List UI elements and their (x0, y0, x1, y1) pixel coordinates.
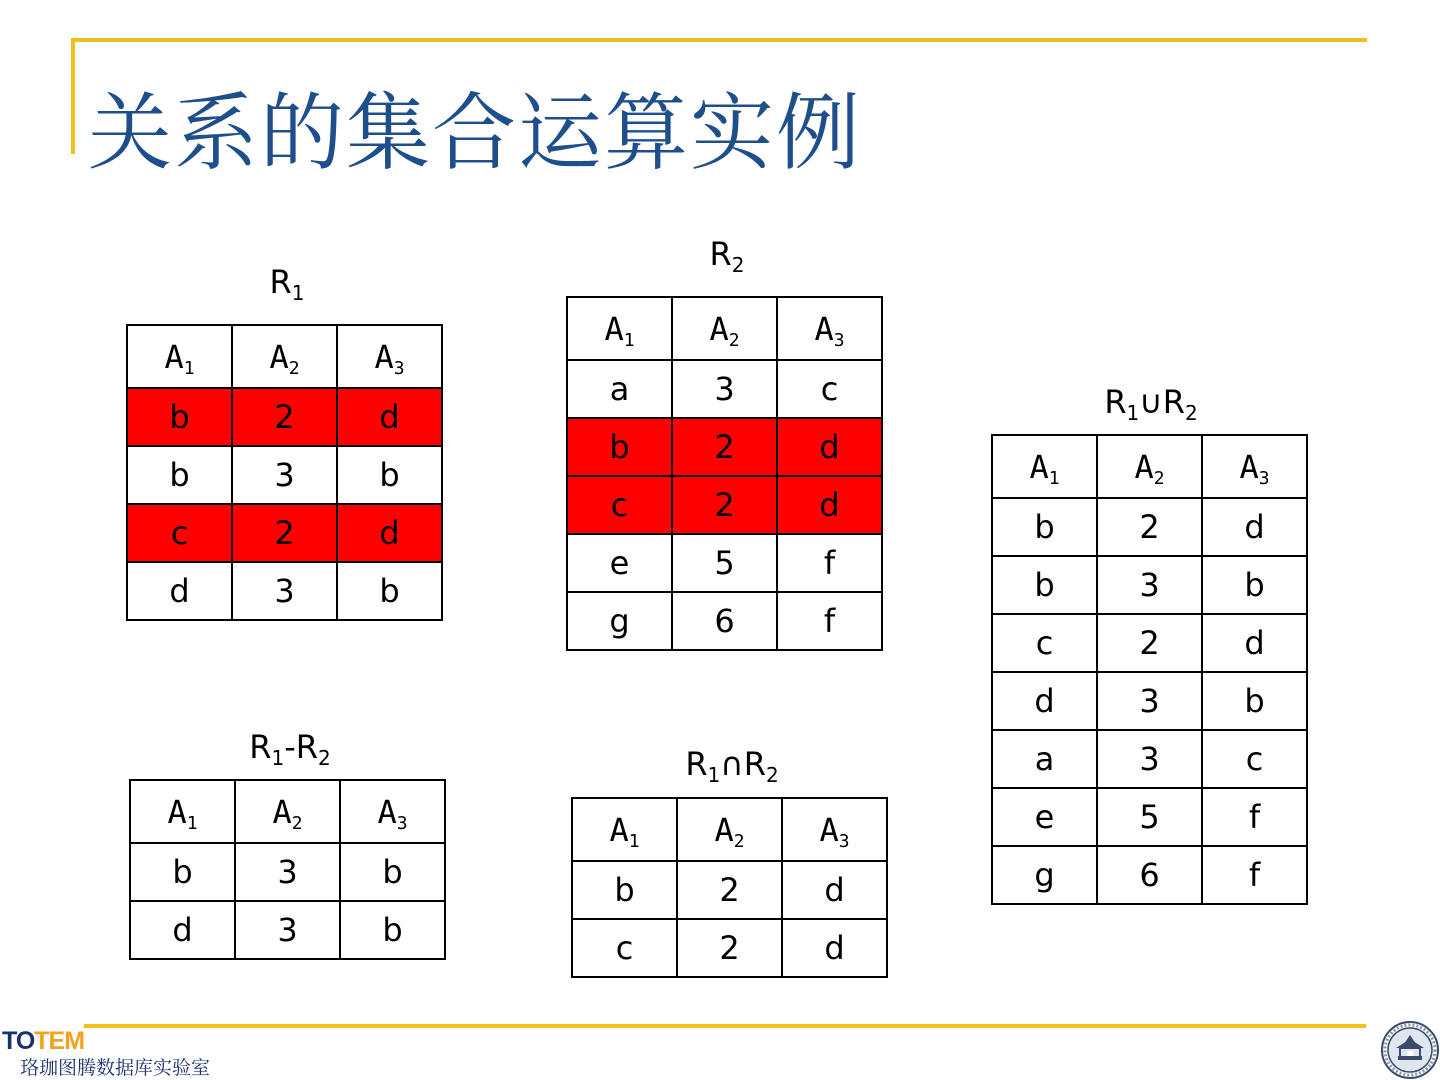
header-row (992, 435, 1307, 498)
table-cell: 5 (1097, 788, 1202, 846)
table-cell: b (337, 562, 442, 620)
r1-table (126, 324, 443, 621)
r1-caption: $R_1$ (269, 263, 305, 305)
table-row (567, 360, 882, 418)
table-cell: d (992, 672, 1097, 730)
table-row (992, 614, 1307, 672)
table-cell: d (782, 919, 887, 977)
totem-logo (0, 1026, 220, 1080)
table-cell: b (992, 498, 1097, 556)
table-cell: 5 (672, 534, 777, 592)
table-row (567, 534, 882, 592)
table-cell: c (777, 360, 882, 418)
slide-title: 关系的集合运算实例 (88, 84, 863, 182)
table-row (992, 730, 1307, 788)
table-cell: b (340, 843, 445, 901)
column-header: $A_3$ (777, 297, 882, 360)
table-row (130, 901, 445, 959)
difference-caption: $R_1-R_2$ (249, 728, 331, 770)
top-accent-rule (71, 38, 1367, 42)
table-cell: b (1202, 556, 1307, 614)
header-row (130, 780, 445, 843)
table-cell: c (572, 919, 677, 977)
intersection-table (571, 797, 888, 978)
union-caption: $R_1\cup R_2$ (1104, 383, 1198, 425)
table-cell: a (992, 730, 1097, 788)
table-cell: 2 (677, 861, 782, 919)
table-row (127, 562, 442, 620)
table-cell: g (567, 592, 672, 650)
column-header: $A_3$ (782, 798, 887, 861)
university-seal-icon (1380, 1020, 1440, 1080)
intersection-caption: $R_1\cap R_2$ (685, 745, 779, 787)
table-cell: g (992, 846, 1097, 904)
table-cell: d (1202, 614, 1307, 672)
table-row (127, 446, 442, 504)
difference-table (129, 779, 446, 960)
table-cell: c (1202, 730, 1307, 788)
table-cell: 2 (672, 418, 777, 476)
table-row (127, 504, 442, 562)
table-row (992, 788, 1307, 846)
column-header: $A_2$ (677, 798, 782, 861)
table-cell: 6 (1097, 846, 1202, 904)
table-cell: d (130, 901, 235, 959)
column-header: $A_1$ (127, 325, 232, 388)
table-cell: b (567, 418, 672, 476)
table-cell: 2 (1097, 614, 1202, 672)
table-cell: b (1202, 672, 1307, 730)
table-cell: b (130, 843, 235, 901)
table-cell: b (340, 901, 445, 959)
column-header: $A_1$ (992, 435, 1097, 498)
table-cell: d (337, 504, 442, 562)
table-cell: 3 (232, 446, 337, 504)
r2-caption: $R_2$ (709, 235, 745, 277)
table-cell: f (777, 592, 882, 650)
column-header: $A_3$ (1202, 435, 1307, 498)
table-row (992, 846, 1307, 904)
header-row (572, 798, 887, 861)
table-cell: d (127, 562, 232, 620)
table-cell: d (1202, 498, 1307, 556)
table-cell: b (127, 446, 232, 504)
table-cell: 3 (1097, 672, 1202, 730)
column-header: $A_3$ (337, 325, 442, 388)
table-cell: 3 (235, 843, 340, 901)
table-row (992, 556, 1307, 614)
table-cell: d (777, 418, 882, 476)
column-header: $A_1$ (567, 297, 672, 360)
table-row (567, 476, 882, 534)
table-cell: 2 (672, 476, 777, 534)
table-cell: d (777, 476, 882, 534)
table-row (572, 861, 887, 919)
left-accent-rule (71, 38, 75, 154)
table-cell: 3 (1097, 730, 1202, 788)
table-cell: c (127, 504, 232, 562)
table-cell: b (337, 446, 442, 504)
header-row (567, 297, 882, 360)
table-cell: f (777, 534, 882, 592)
table-row (130, 843, 445, 901)
table-cell: b (572, 861, 677, 919)
table-cell: 3 (235, 901, 340, 959)
column-header: $A_2$ (1097, 435, 1202, 498)
column-header: $A_2$ (235, 780, 340, 843)
table-cell: 6 (672, 592, 777, 650)
column-header: $A_1$ (130, 780, 235, 843)
table-cell: b (127, 388, 232, 446)
table-row (992, 672, 1307, 730)
table-row (127, 388, 442, 446)
r2-table (566, 296, 883, 651)
table-cell: c (992, 614, 1097, 672)
column-header: $A_2$ (672, 297, 777, 360)
table-cell: 3 (672, 360, 777, 418)
logo-wordmark: TOTEM (2, 1027, 85, 1055)
table-cell: e (992, 788, 1097, 846)
table-cell: 2 (232, 504, 337, 562)
table-row (567, 418, 882, 476)
table-cell: f (1202, 788, 1307, 846)
table-row (572, 919, 887, 977)
union-table (991, 434, 1308, 905)
column-header: $A_3$ (340, 780, 445, 843)
table-cell: b (992, 556, 1097, 614)
table-cell: 3 (1097, 556, 1202, 614)
table-cell: f (1202, 846, 1307, 904)
table-cell: 3 (232, 562, 337, 620)
column-header: $A_1$ (572, 798, 677, 861)
table-cell: c (567, 476, 672, 534)
table-cell: 2 (1097, 498, 1202, 556)
bottom-accent-rule (84, 1024, 1366, 1028)
table-cell: e (567, 534, 672, 592)
table-row (567, 592, 882, 650)
table-cell: d (337, 388, 442, 446)
logo-subtitle: 珞珈图腾数据库实验室 (20, 1057, 211, 1079)
table-cell: a (567, 360, 672, 418)
table-cell: 2 (232, 388, 337, 446)
table-cell: 2 (677, 919, 782, 977)
column-header: $A_2$ (232, 325, 337, 388)
table-cell: d (782, 861, 887, 919)
table-row (992, 498, 1307, 556)
header-row (127, 325, 442, 388)
